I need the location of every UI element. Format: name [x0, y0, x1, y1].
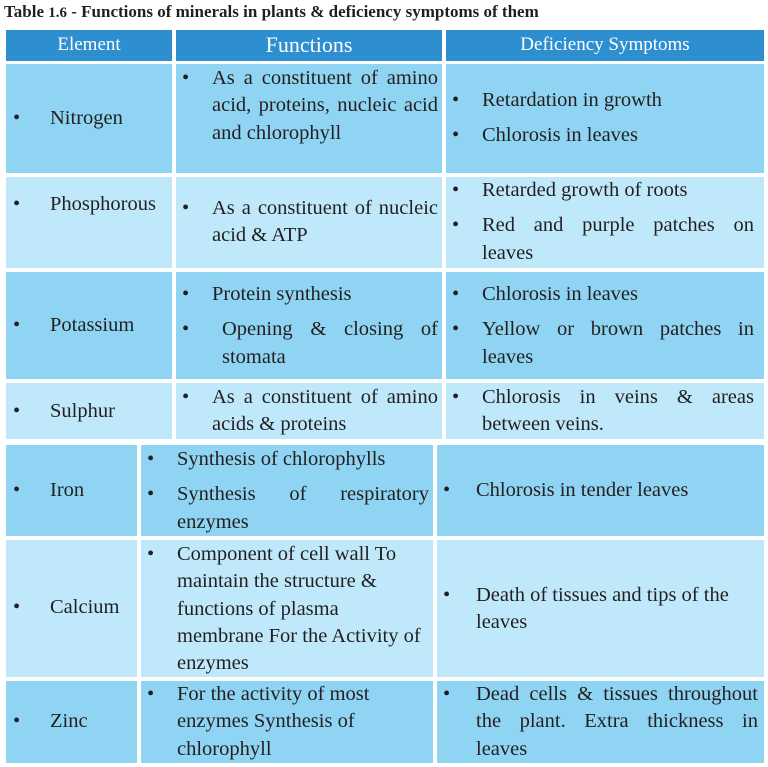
functions-cell-calcium: [141, 540, 433, 677]
bullet: •: [182, 386, 190, 408]
table-row-iron: [6, 445, 137, 536]
functions-cell-potassium: [176, 272, 442, 379]
function-item: For the activity of most enzymes Synthesis of chlorophyll: [177, 683, 370, 760]
bullet: •: [13, 400, 21, 422]
symptoms-cell-nitrogen: [446, 64, 764, 173]
functions-cell-nitrogen: [176, 64, 442, 173]
symptoms-cell-zinc: [437, 681, 764, 763]
element-name: Phosphorous: [50, 193, 156, 215]
symptom-item: Chlorosis in tender leaves: [476, 479, 689, 501]
symptom-item: Chlorosis in leaves: [482, 283, 639, 305]
symptoms-cell-calcium: [437, 540, 764, 677]
symptom-item: Chlorosis in leaves: [482, 124, 639, 147]
function-item: As a constituent of nucleic acid & ATP: [212, 197, 438, 247]
bullet: •: [13, 596, 21, 618]
functions-cell-sulphur: [176, 383, 442, 439]
table-caption: [4, 1, 539, 24]
symptoms-cell-iron: [437, 445, 764, 536]
symptoms-cell-phosphorous: [446, 177, 764, 268]
bullet: •: [182, 318, 190, 341]
bullet: •: [452, 124, 460, 147]
bullet: •: [147, 483, 155, 506]
bullet: •: [452, 179, 460, 201]
function-item: Opening & closing of stomata: [222, 318, 438, 368]
function-item: As a constituent of amino acids & proteins: [212, 386, 438, 436]
table-row-phosphorous: [6, 177, 172, 268]
bullet: •: [452, 386, 460, 408]
function-item: Synthesis of respiratory enzymes: [177, 483, 429, 533]
header-deficiency-symptoms: Deficiency Symptoms: [446, 30, 764, 61]
bullet: •: [452, 89, 460, 111]
functions-cell-iron: [141, 445, 433, 536]
symptom-item: Chlorosis in veins & areas between veins.: [482, 386, 754, 436]
bullet: •: [147, 543, 155, 565]
table-row-potassium: [6, 272, 172, 379]
symptoms-cell-potassium: [446, 272, 764, 379]
bullet: •: [13, 479, 21, 501]
symptom-item: Death of tissues and tips of the leaves: [476, 584, 729, 634]
table-row-zinc: [6, 681, 137, 763]
table-row-sulphur: [6, 383, 172, 439]
element-name: Sulphur: [50, 400, 115, 422]
function-item: As a constituent of amino acid, proteins, nucleic acid and chlorophyll: [212, 67, 438, 144]
bullet: •: [13, 710, 21, 732]
bullet: •: [452, 214, 460, 237]
table-row-nitrogen: [6, 64, 172, 173]
bullet: •: [147, 448, 155, 470]
element-name: Iron: [50, 479, 85, 501]
bullet: •: [147, 683, 155, 705]
symptom-item: Retardation in growth: [482, 89, 662, 111]
bullet: •: [13, 193, 21, 215]
table-row-calcium: [6, 540, 137, 677]
symptom-item: Red and purple patches on leaves: [482, 214, 754, 264]
element-name: Potassium: [50, 314, 135, 336]
function-item: Protein synthesis: [212, 283, 352, 305]
caption-prefix: Table: [4, 2, 45, 21]
bullet: •: [443, 479, 451, 501]
bullet: •: [13, 314, 21, 336]
bullet: •: [452, 283, 460, 305]
caption-number: 1.6: [48, 5, 68, 21]
symptoms-cell-sulphur: [446, 383, 764, 439]
functions-cell-phosphorous: [176, 177, 442, 268]
element-name: Nitrogen: [50, 107, 123, 129]
bullet: •: [182, 197, 190, 219]
functions-cell-zinc: [141, 681, 433, 763]
symptom-item: Retarded growth of roots: [482, 179, 688, 201]
symptom-item: Yellow or brown patches in leaves: [482, 318, 754, 368]
element-name: Calcium: [50, 596, 120, 618]
element-name: Zinc: [50, 710, 88, 732]
bullet: •: [443, 584, 451, 606]
bullet: •: [13, 107, 21, 129]
function-item: Component of cell wall To maintain the structure & functions of plasma membrane For the Activity of enzymes: [177, 543, 421, 675]
symptom-item: Dead cells & tissues throughout the plant. Extra thickness in leaves: [476, 683, 758, 760]
bullet: •: [182, 283, 190, 305]
bullet: •: [443, 683, 451, 705]
bullet: •: [452, 318, 460, 341]
bullet: •: [182, 67, 190, 89]
caption-text: - Functions of minerals in plants & deficiency symptoms of them: [71, 2, 539, 21]
function-item: Synthesis of chlorophylls: [177, 448, 386, 470]
header-element: Element: [6, 30, 172, 61]
header-functions: Functions: [176, 30, 442, 61]
